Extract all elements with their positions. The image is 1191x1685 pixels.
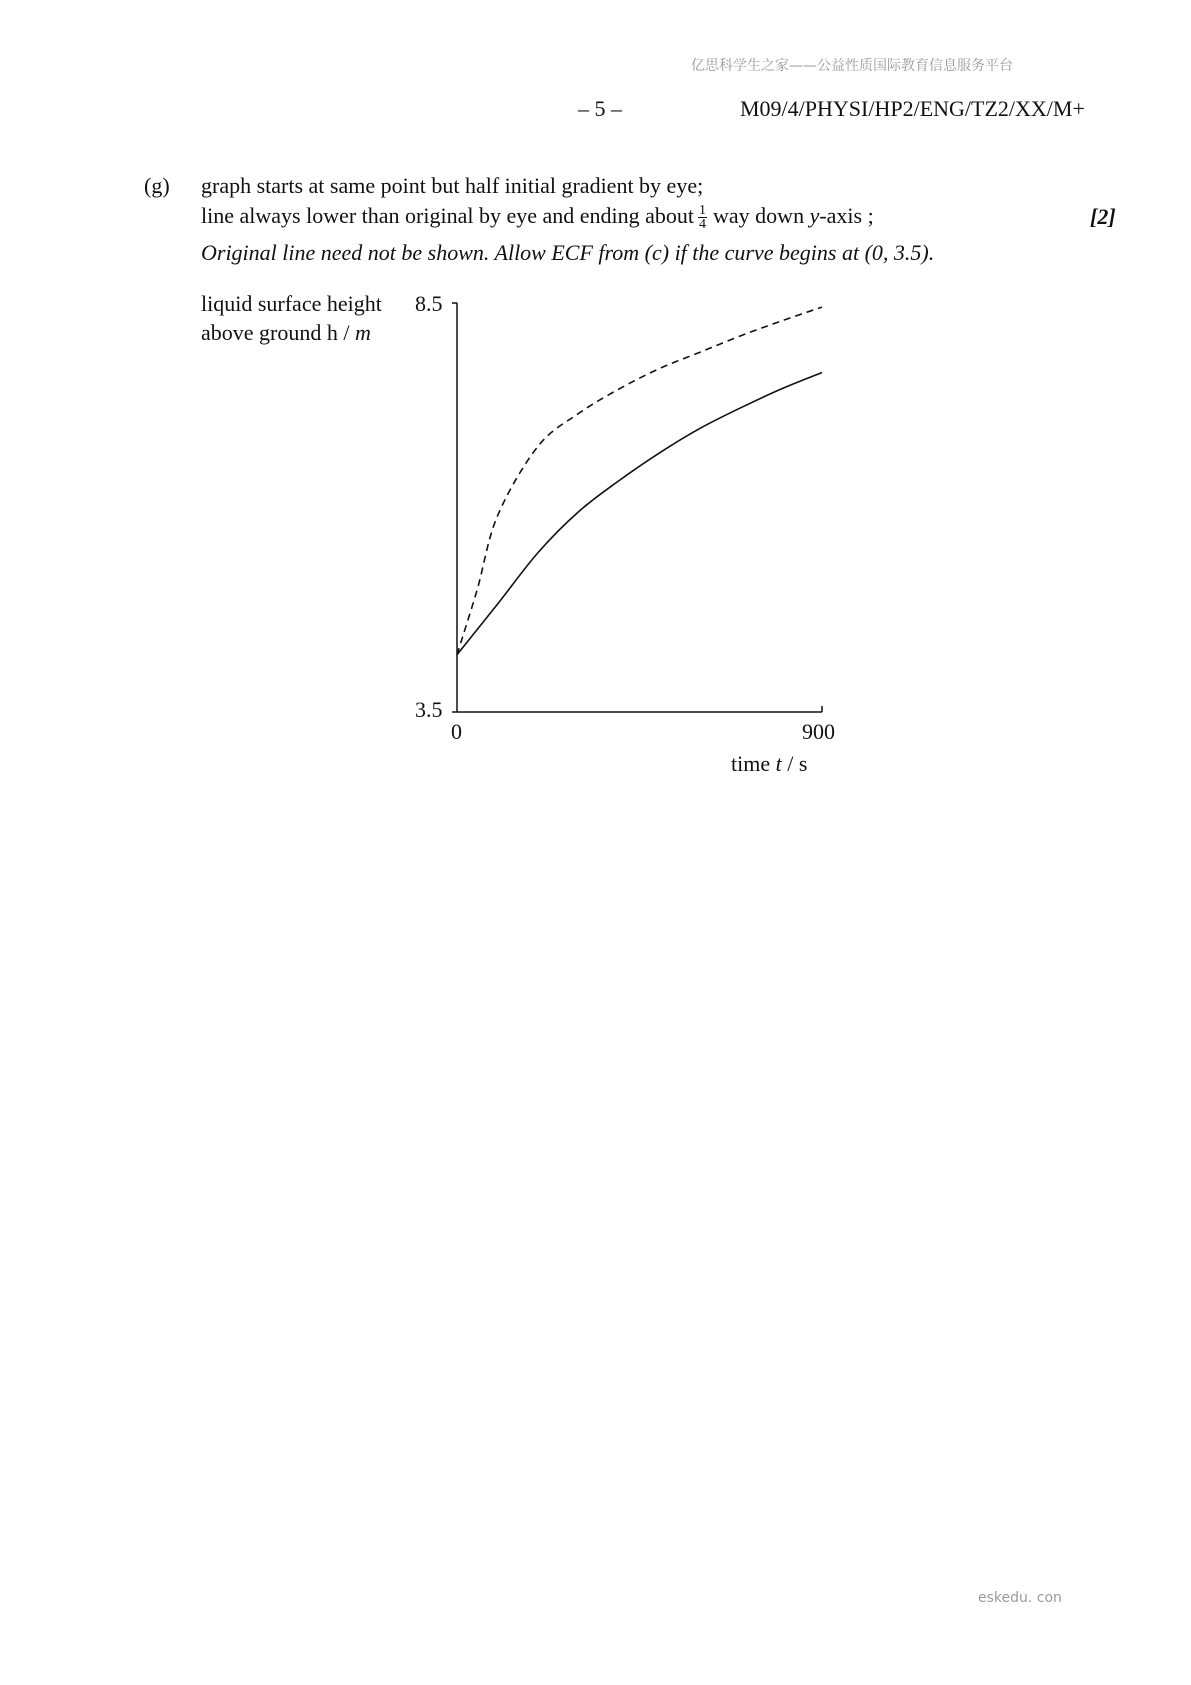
item-label: (g) xyxy=(144,173,170,198)
x-tick-left: 0 xyxy=(451,719,462,744)
x-axis-variable: t xyxy=(775,751,782,776)
x-axis-label-suffix: / s xyxy=(781,751,808,776)
series-line-dashed xyxy=(457,307,822,655)
fraction-numerator: 1 xyxy=(699,203,707,219)
y-tick-bottom: 3.5 xyxy=(415,697,443,722)
examiner-note: Original line need not be shown. Allow ECF from (c) if the curve begins at (0, 3.5). xyxy=(201,240,935,265)
marks-allocation: [2] xyxy=(1090,204,1116,229)
document-code: M09/4/PHYSI/HP2/ENG/TZ2/XX/M+ xyxy=(740,96,1085,121)
watermark-top: 亿思科学生之家——公益性质国际教育信息服务平台 xyxy=(691,58,1013,74)
item-line-2-variable: y xyxy=(809,203,820,228)
x-tick-right: 900 xyxy=(802,719,835,744)
y-tick-top: 8.5 xyxy=(415,291,443,316)
x-axis-label-prefix: time xyxy=(731,751,776,776)
fraction-denominator: 4 xyxy=(699,217,707,233)
item-line-2-start: line always lower than original by eye and ending about xyxy=(201,203,695,228)
series-layer xyxy=(457,307,822,655)
page-number: – 5 – xyxy=(578,96,622,121)
item-line-2-mid: way down xyxy=(713,203,805,228)
item-line-2-end: -axis ; xyxy=(819,203,874,228)
item-line-1: graph starts at same point but half initial gradient by eye; xyxy=(201,173,704,198)
y-axis-label-prefix: above ground h / xyxy=(201,320,355,345)
watermark-bottom: eskedu. con xyxy=(978,1590,1062,1606)
y-axis-unit: m xyxy=(354,320,371,345)
series-line-solid xyxy=(457,373,822,655)
y-axis-label-line-1: liquid surface height xyxy=(201,291,382,316)
